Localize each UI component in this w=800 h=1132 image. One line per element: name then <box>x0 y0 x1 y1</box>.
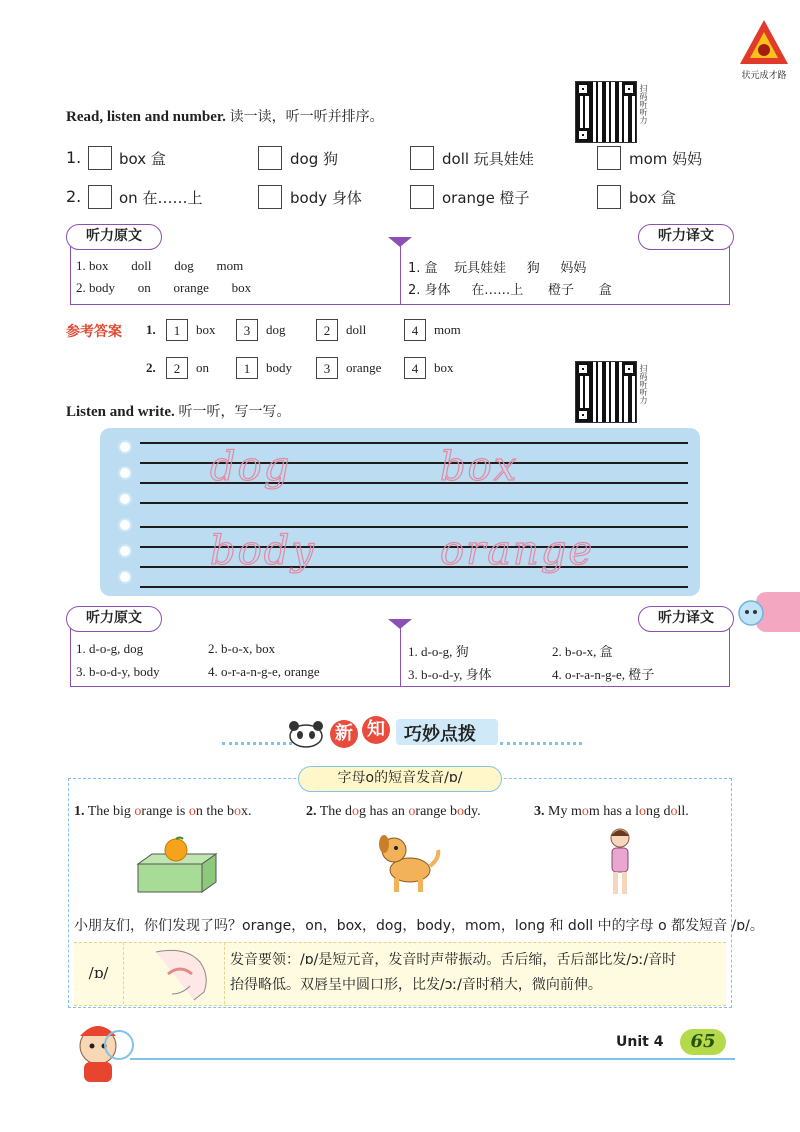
answer-number: 1 <box>236 357 258 379</box>
decorative-dots <box>500 742 582 745</box>
pronunciation-tip-line-1: 发音要领：/ɒ/是短元音，发音时声带振动。舌后缩，舌后部比发/ɔː/音时 <box>230 952 677 968</box>
highlight-letter: o <box>352 804 360 819</box>
binder-ring-icon <box>118 570 132 584</box>
answer-box[interactable] <box>410 146 434 170</box>
highlight-letter: o <box>233 804 241 819</box>
sentence-number: 3. <box>534 804 545 819</box>
pronunciation-tip-line-2: 抬得略低。双唇呈中圆口形，比发/ɔː/音时稍大，微向前伸。 <box>230 977 602 993</box>
answer-number: 3 <box>236 319 258 341</box>
answer-word: body <box>266 360 292 375</box>
binder-ring-icon <box>118 492 132 506</box>
translation-line: 1. 盒 玩具娃娃 狗 妈妈 <box>408 261 587 276</box>
writing-board[interactable] <box>100 428 700 596</box>
unit-label: Unit 4 <box>616 1034 664 1050</box>
tip-title: 巧妙点拨 <box>404 724 476 745</box>
script-line: 4. o-r-a-n-g-e, orange <box>208 664 320 679</box>
answer-row-number: 1. <box>146 322 156 337</box>
panel-divider <box>224 942 226 1004</box>
highlight-letter: o <box>134 804 142 819</box>
text: dy. <box>464 804 481 819</box>
highlight-letter: o <box>457 804 464 819</box>
mouth-diagram-icon <box>150 946 216 1002</box>
script-line: 1. d-o-g, dog <box>76 641 144 656</box>
answer-word: box <box>434 360 454 375</box>
divider-notch <box>388 235 412 247</box>
highlight-letter: o <box>408 804 416 819</box>
translation-line: 2. b-o-x, 盒 <box>552 644 613 659</box>
orange-on-box-illustration <box>132 836 222 896</box>
answer-word: on <box>196 360 209 375</box>
highlight-letter: o <box>670 804 678 819</box>
answer-word: doll <box>346 322 367 337</box>
answer-number: 4 <box>404 357 426 379</box>
script-line: 3. b-o-d-y, body <box>76 664 160 679</box>
qr-caption: 扫码听听力 <box>639 84 648 124</box>
option-label: box 盒 <box>629 189 676 207</box>
trace-word: orange <box>440 528 595 574</box>
tab-listening-translation: 听力译文 <box>638 224 734 250</box>
tab-listening-translation: 听力译文 <box>638 606 734 632</box>
text: g has an <box>359 804 409 819</box>
text: ll. <box>677 804 689 819</box>
instruction-en: Listen and write. <box>66 404 175 420</box>
option-label: on 在……上 <box>119 189 203 207</box>
highlight-letter: o <box>581 804 589 819</box>
translation-line: 3. b-o-d-y, 身体 <box>408 667 492 682</box>
sentence-number: 1. <box>74 804 85 819</box>
discovery-note: 小朋友们，你们发现了吗？orange，on，box，dog，body，mom，long 和 doll 中的字母 o 都发短音 /ɒ/。 <box>74 918 764 934</box>
option-label: doll 玩具娃娃 <box>442 150 534 168</box>
doll-illustration <box>600 826 640 898</box>
answer-word: mom <box>434 322 461 337</box>
dog-illustration <box>372 828 442 898</box>
badge-new: 新 <box>330 720 358 748</box>
answer-box[interactable] <box>258 185 282 209</box>
text: n the b <box>195 804 234 819</box>
answer-number: 1 <box>166 319 188 341</box>
text: range b <box>415 804 457 819</box>
publisher-name: 状元成才路 <box>741 71 787 81</box>
answer-word: orange <box>346 360 382 375</box>
phonetic-symbol: /ɒ/ <box>74 942 124 1004</box>
answer-word: dog <box>266 322 286 337</box>
answer-number: 4 <box>404 319 426 341</box>
text: The d <box>319 804 353 819</box>
example-sentence-3 <box>534 804 689 820</box>
answer-box[interactable] <box>410 185 434 209</box>
instruction-cn: 听一听，写一写。 <box>178 404 291 420</box>
binder-ring-icon <box>118 544 132 558</box>
binder-ring-icon <box>118 466 132 480</box>
answer-box[interactable] <box>597 146 621 170</box>
instruction-en: Read, listen and number. <box>66 109 226 125</box>
divider-notch <box>388 617 412 629</box>
instruction-cn: 读一读，听一听并排序。 <box>229 109 384 125</box>
footer-arc <box>104 1030 134 1060</box>
trace-word: box <box>440 444 519 490</box>
exercise-1-instruction <box>66 106 384 126</box>
option-label: mom 妈妈 <box>629 150 703 168</box>
text: x. <box>240 804 252 819</box>
answer-box[interactable] <box>597 185 621 209</box>
panda-icon <box>286 718 326 748</box>
binder-ring-icon <box>118 440 132 454</box>
writing-line <box>140 502 688 504</box>
option-label: dog 狗 <box>290 150 338 168</box>
text: ng d <box>646 804 671 819</box>
option-label: box 盒 <box>119 150 166 168</box>
answer-box[interactable] <box>88 146 112 170</box>
highlight-letter: o <box>188 804 196 819</box>
answer-row-number: 2. <box>146 360 156 375</box>
example-sentence-2 <box>306 804 481 820</box>
translation-line: 1. d-o-g, 狗 <box>408 644 469 659</box>
topic-pill: 字母o的短音发音/ɒ/ <box>298 766 502 792</box>
text: m has a l <box>588 804 639 819</box>
page-number: 65 <box>680 1029 726 1055</box>
qr-caption: 扫码听听力 <box>639 364 648 404</box>
text: My m <box>548 804 582 819</box>
translation-line: 4. o-r-a-n-g-e, 橙子 <box>552 667 655 682</box>
qr-code-icon[interactable] <box>576 82 636 142</box>
answer-number: 2 <box>316 319 338 341</box>
row-number: 1. <box>66 148 82 167</box>
highlight-letter: o <box>639 804 646 819</box>
row-number: 2. <box>66 187 82 206</box>
mascot-head-icon <box>736 598 766 628</box>
script-line: 2. b-o-x, box <box>208 641 276 656</box>
tab-listening-original: 听力原文 <box>66 606 162 632</box>
sentence-number: 2. <box>306 804 317 819</box>
script-line: 1. box doll dog mom <box>76 258 244 273</box>
example-sentence-1 <box>74 804 251 820</box>
footer-rule <box>130 1058 735 1060</box>
binder-ring-icon <box>118 518 132 532</box>
trace-word: dog <box>210 444 292 490</box>
translation-line: 2. 身体 在……上 橙子 盒 <box>408 283 612 298</box>
answer-number: 3 <box>316 357 338 379</box>
trace-word: body <box>210 528 316 574</box>
writing-line <box>140 586 688 588</box>
answer-box[interactable] <box>258 146 282 170</box>
script-divider <box>400 622 401 687</box>
script-divider <box>400 240 401 305</box>
answer-box[interactable] <box>88 185 112 209</box>
answer-word: box <box>196 322 216 337</box>
tab-listening-original: 听力原文 <box>66 224 162 250</box>
exercise-2-instruction <box>66 401 291 421</box>
answer-key-label: 参考答案 <box>66 324 122 340</box>
text: range is <box>141 804 189 819</box>
qr-code-icon[interactable] <box>576 362 636 422</box>
option-label: orange 橙子 <box>442 189 530 207</box>
badge-knowledge: 知 <box>362 716 390 744</box>
script-line: 2. body on orange box <box>76 280 252 295</box>
answer-number: 2 <box>166 357 188 379</box>
text: The big <box>87 804 135 819</box>
option-label: body 身体 <box>290 189 362 207</box>
